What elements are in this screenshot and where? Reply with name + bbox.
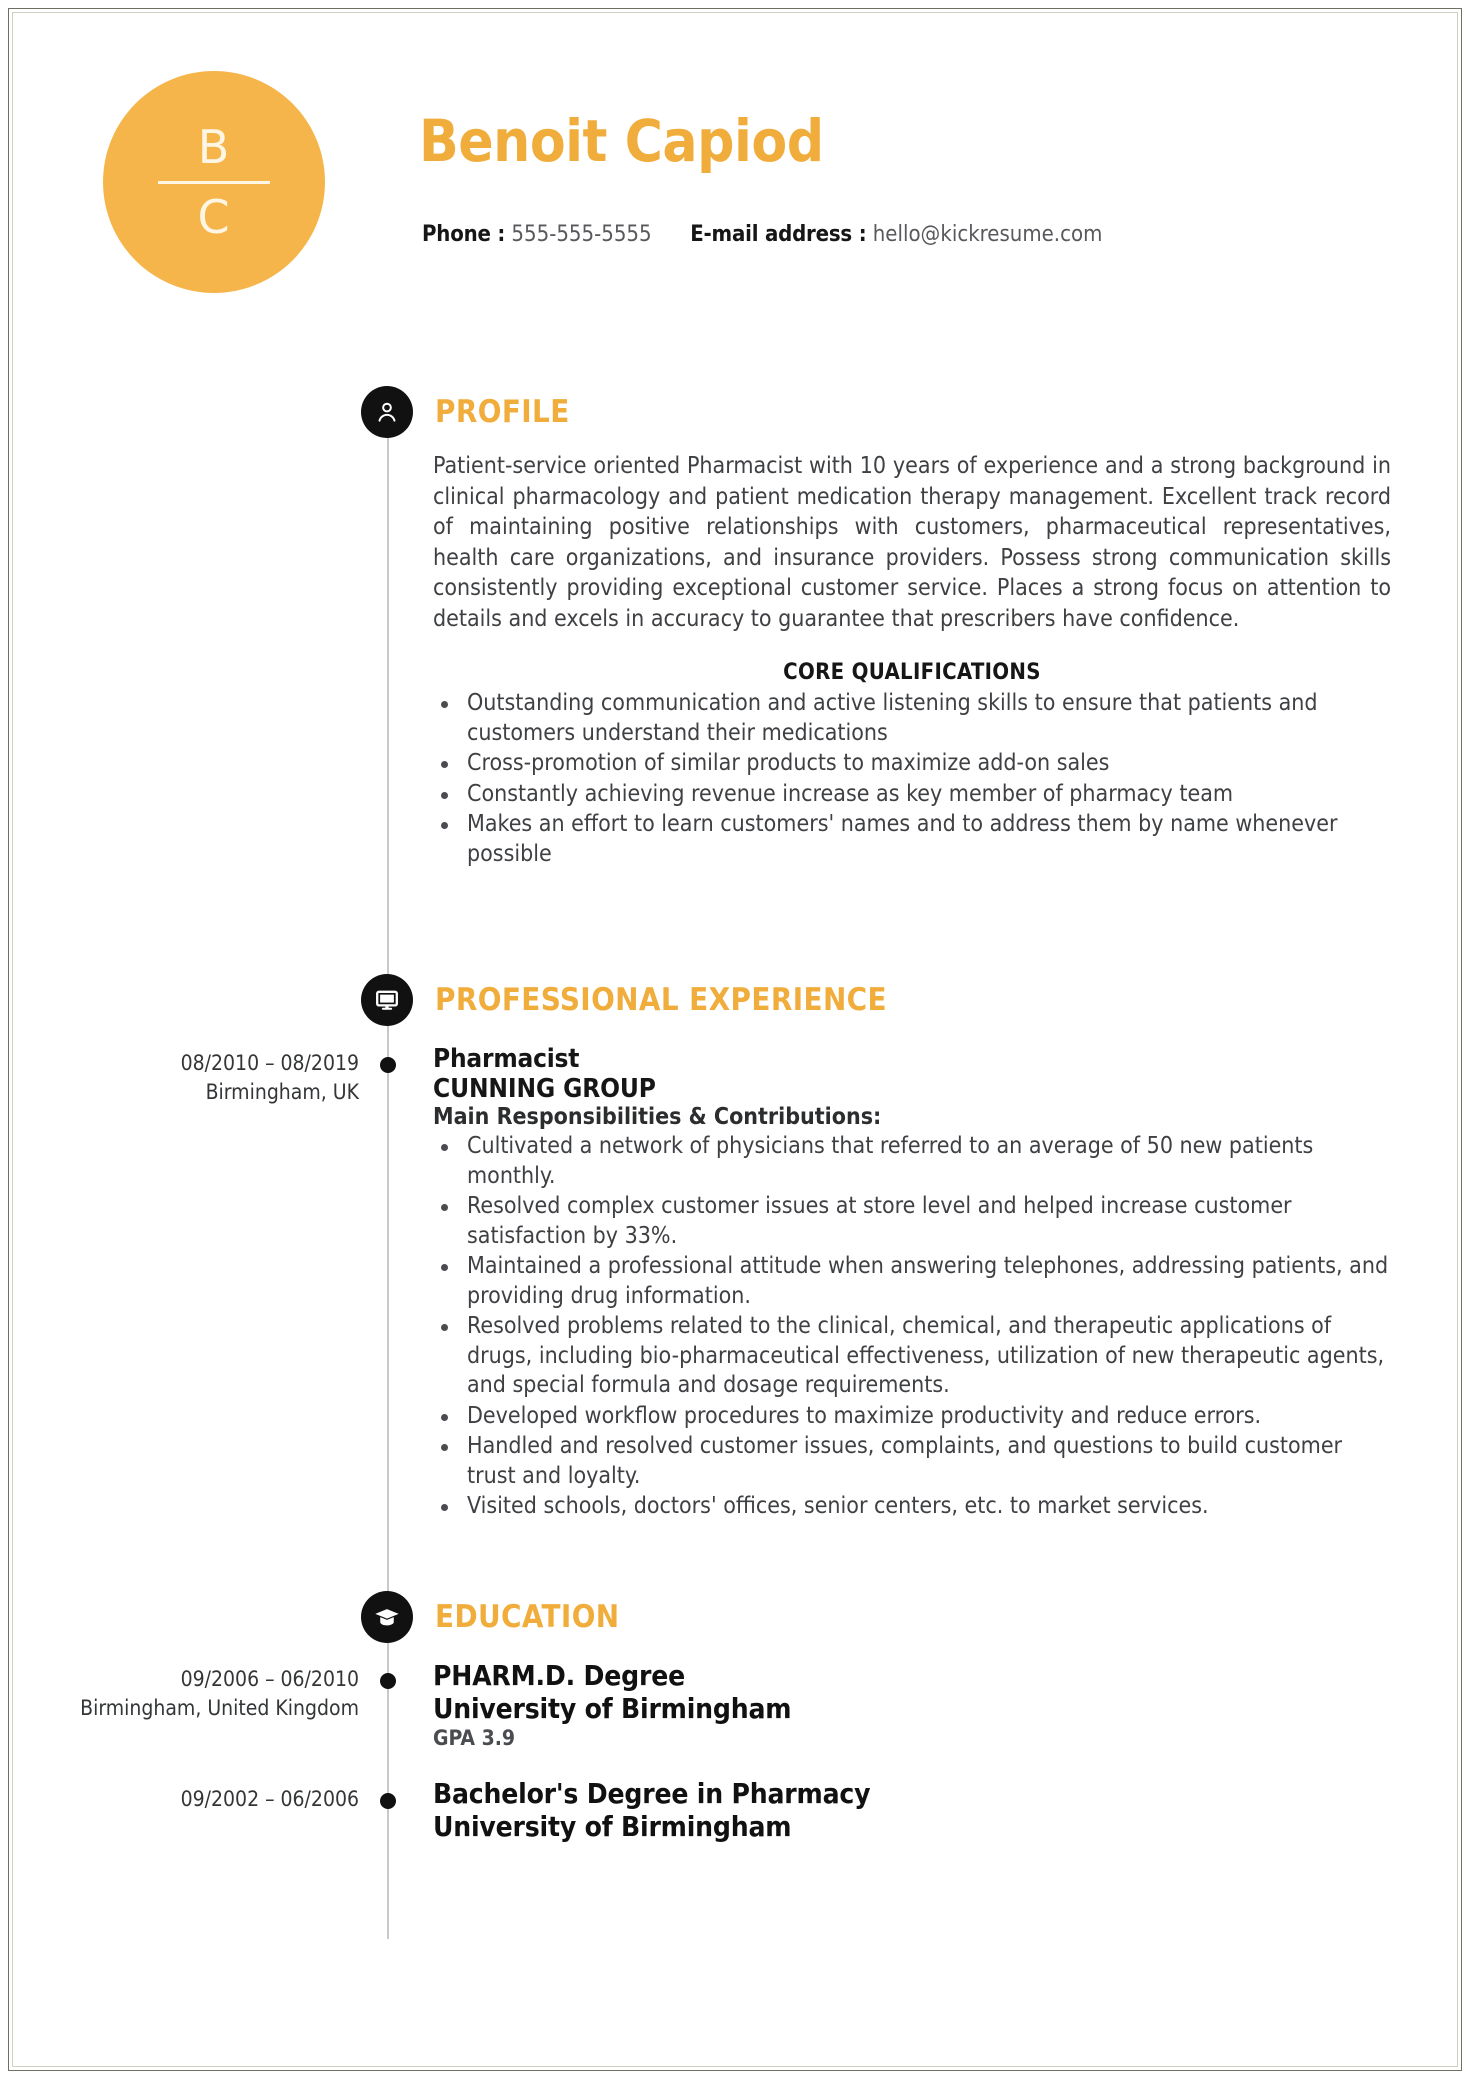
list-item: Cultivated a network of physicians that referred to an average of 50 new patients monthly.	[433, 1132, 1391, 1191]
list-item: Cross-promotion of similar products to maximize add-on sales	[433, 749, 1391, 779]
education-school: University of Birmingham	[433, 1692, 792, 1725]
core-qualifications-list	[433, 689, 1391, 869]
timeline-dot-education-2	[380, 1793, 396, 1809]
page-title: Benoit Capiod	[419, 107, 824, 175]
resume-sheet	[9, 9, 1463, 2072]
avatar-initial-last: C	[197, 190, 231, 244]
contact-line	[422, 222, 1102, 247]
core-qualifications-title: CORE QUALIFICATIONS	[783, 660, 1041, 685]
monitor-icon	[361, 974, 413, 1026]
list-item: Developed workflow procedures to maximize productivity and reduce errors.	[433, 1402, 1391, 1432]
entry-dates: 09/2002 – 06/2006	[180, 1787, 359, 1811]
job-company: CUNNING GROUP	[433, 1074, 656, 1104]
person-icon	[361, 386, 413, 438]
email-label: E-mail address :	[690, 222, 867, 247]
timeline-dot-experience	[380, 1057, 396, 1073]
education-entry-1	[433, 1659, 1391, 1750]
list-item: Maintained a professional attitude when answering telephones, addressing patients, and providing drug information.	[433, 1252, 1391, 1311]
avatar-initial-first: B	[197, 120, 231, 174]
graduation-cap-icon	[361, 1591, 413, 1643]
section-header-experience	[361, 974, 887, 1026]
section-title-education: EDUCATION	[435, 1599, 620, 1635]
job-bullets	[433, 1132, 1391, 1522]
education-school: University of Birmingham	[433, 1810, 792, 1843]
job-title: Pharmacist	[433, 1044, 580, 1074]
list-item: Makes an effort to learn customers' names and to address them by name whenever possible	[433, 810, 1391, 869]
profile-summary: Patient-service oriented Pharmacist with 10 years of experience and a strong background in clinical pharmacology and patient medication therapy management. Excellent track record of maintaining positive relationships with customers, pharmaceutical representatives, health care organizations, and insurance providers. Possess strong communication skills consistently providing exceptional customer service. Places a strong focus on attention to details and excels in accuracy to guarantee that prescribers have confidence.	[433, 453, 1391, 632]
list-item: Constantly achieving revenue increase as key member of pharmacy team	[433, 780, 1391, 810]
list-item: Resolved complex customer issues at store level and helped increase customer satisfaction by 33%.	[433, 1192, 1391, 1251]
list-item: Visited schools, doctors' offices, senior centers, etc. to market services.	[433, 1492, 1391, 1522]
phone-label: Phone :	[422, 222, 506, 247]
entry-dates: 09/2006 – 06/2010	[180, 1667, 359, 1691]
education-gpa: GPA 3.9	[433, 1726, 516, 1750]
section-header-profile	[361, 386, 570, 438]
email-value[interactable]: hello@kickresume.com	[872, 222, 1103, 247]
section-title-profile: PROFILE	[435, 394, 570, 430]
job-subheading: Main Responsibilities & Contributions:	[433, 1104, 882, 1130]
education-entry-2	[433, 1777, 1391, 1843]
entry-location: Birmingham, United Kingdom	[80, 1696, 359, 1720]
education-degree: Bachelor's Degree in Pharmacy	[433, 1777, 871, 1810]
profile-block	[433, 451, 1391, 870]
section-header-education	[361, 1591, 620, 1643]
list-item: Resolved problems related to the clinical, chemical, and therapeutic applications of drugs, including bio-pharmaceutical effectiveness, utilization of new therapeutic agents, and special formula and dosage requirements.	[433, 1312, 1391, 1401]
entry-location: Birmingham, UK	[205, 1080, 359, 1104]
avatar	[103, 71, 325, 293]
list-item: Outstanding communication and active listening skills to ensure that patients and customers understand their medications	[433, 689, 1391, 748]
education-degree: PHARM.D. Degree	[433, 1659, 685, 1692]
phone-value: 555-555-5555	[511, 222, 652, 247]
section-title-experience: PROFESSIONAL EXPERIENCE	[435, 982, 888, 1018]
timeline-dot-education-1	[380, 1673, 396, 1689]
experience-entry	[433, 1044, 1391, 1523]
timeline-rail	[387, 405, 389, 1939]
entry-dates: 08/2010 – 08/2019	[180, 1051, 359, 1075]
avatar-divider	[158, 181, 270, 184]
resume-page	[8, 8, 1462, 2071]
list-item: Handled and resolved customer issues, complaints, and questions to build customer trust and loyalty.	[433, 1432, 1391, 1491]
